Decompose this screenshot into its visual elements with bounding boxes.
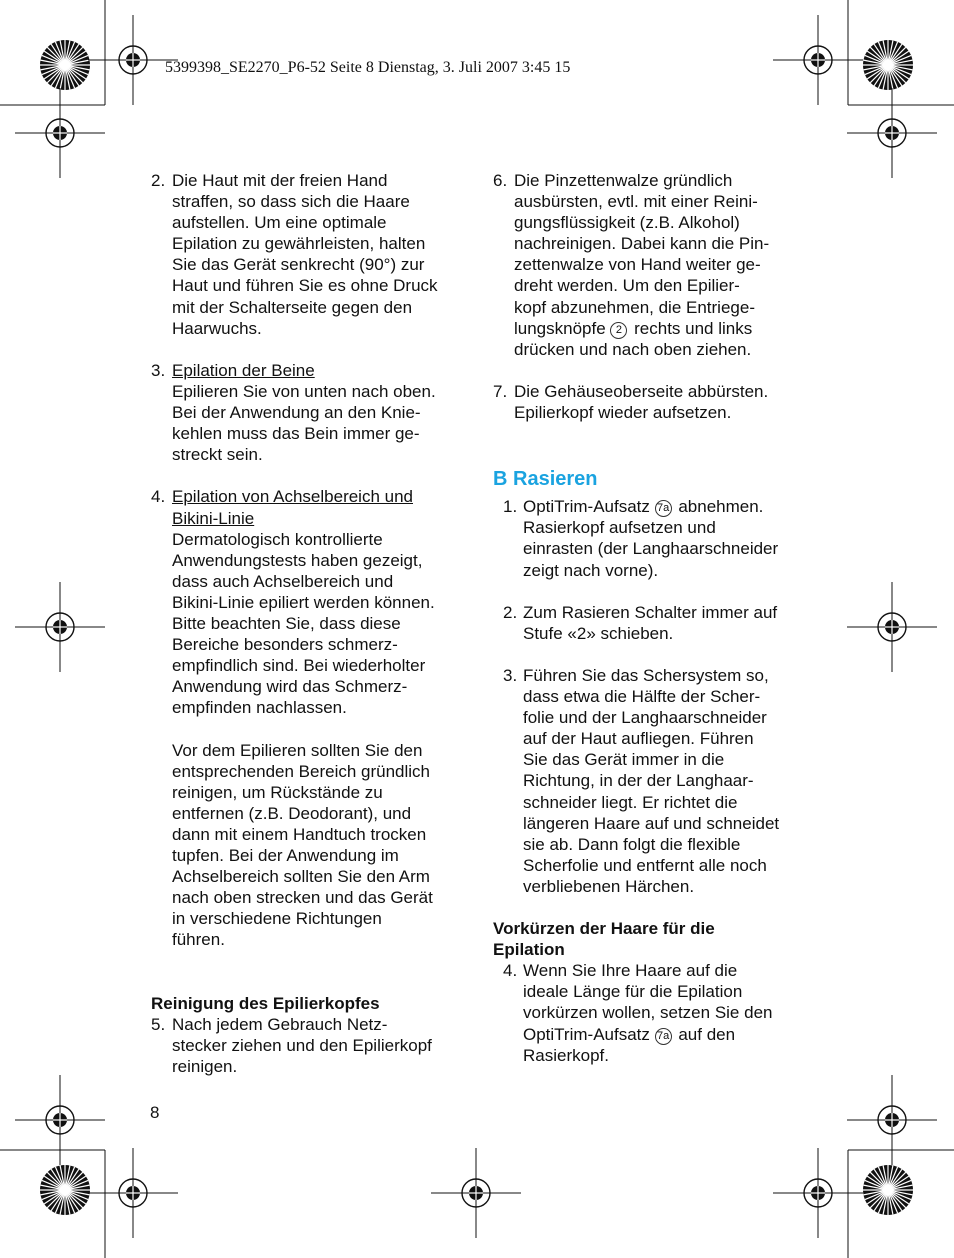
text-line: Epilation zu gewährleisten, halten — [172, 234, 426, 254]
text-line: dann mit einem Handtuch trocken — [172, 824, 427, 844]
text-line: empfindlich sind. Bei wiederholter — [172, 656, 426, 676]
text-line: reinigen. — [172, 1056, 238, 1076]
text-line: folie und der Langhaarschneider — [523, 708, 767, 728]
text-line: Führen Sie das Schersystem so, — [523, 665, 769, 685]
text-line: Stufe «2» schieben. — [523, 623, 674, 643]
text-line: stecker ziehen und den Epilierkopf — [172, 1035, 432, 1055]
item-number: 5. — [151, 1014, 166, 1034]
text-line: Richtung, in der der Langhaar- — [523, 771, 754, 791]
text-line: dass auch Achselbereich und — [172, 571, 394, 591]
list-item-2 — [151, 170, 463, 339]
list-item-3 — [151, 360, 463, 465]
section-b-heading: B Rasieren — [493, 468, 598, 491]
text-line: mit der Schalterseite gegen den — [172, 297, 413, 317]
text-line: Epilation von Achselbereich und — [172, 487, 413, 507]
print-header: 5399398_SE2270_P6-52 Seite 8 Dienstag, 3. Juli 2007 3:45 15 — [165, 59, 571, 76]
text-line: ausbürsten, evtl. mit einer Reini- — [514, 192, 758, 212]
text-line: kehlen muss das Bein immer ge- — [172, 424, 420, 444]
text-line: gungsflüssigkeit (z.B. Alkohol) — [514, 213, 740, 233]
text-line: nachreinigen. Dabei kann die Pin- — [514, 234, 770, 254]
item-text — [514, 170, 805, 318]
text-line: Bitte beachten Sie, dass diese — [172, 613, 401, 633]
item-title — [172, 486, 463, 528]
list-item-4 — [151, 486, 463, 950]
text-line: Anwendungstests haben gezeigt, — [172, 550, 423, 570]
text-line: Rasierkopf aufsetzen und — [523, 518, 716, 538]
text-line: straffen, so dass sich die Haare — [172, 192, 410, 212]
text-line: Bikini-Linie epiliert werden können. — [172, 592, 435, 612]
list-item-b4 — [493, 960, 805, 1065]
text-line: Haarwuchs. — [172, 318, 262, 338]
text-line: Rasierkopf. — [523, 1045, 609, 1065]
text-line: Vor dem Epilieren sollten Sie den — [172, 740, 423, 760]
item-number: 6. — [493, 171, 508, 190]
item-text — [514, 381, 805, 423]
text-line: ideale Länge für die Epilation — [523, 982, 743, 1002]
text-line: Epilierkopf wieder aufsetzen. — [514, 403, 732, 423]
text-line: entsprechenden Bereich gründlich — [172, 761, 431, 781]
text-line: Epilation — [493, 940, 565, 960]
text-line: zettenwalze von Hand weiter ge- — [514, 255, 761, 275]
text-line: vorkürzen wollen, setzen Sie den — [523, 1003, 773, 1023]
text-line: Scherfolie und entfernt alle noch — [523, 855, 767, 875]
text-line: Nach jedem Gebrauch Netz- — [172, 1014, 388, 1034]
text-line: Bei der Anwendung an den Knie- — [172, 403, 421, 423]
item-number: 3. — [151, 360, 166, 380]
text-line: nach oben strecken und das Gerät — [172, 888, 433, 908]
text-line: Vorkürzen der Haare für die — [493, 919, 715, 939]
text-line: Bereiche besonders schmerz- — [172, 635, 398, 655]
reference-number-badge: 2 — [610, 322, 627, 339]
text-line: entfernen (z.B. Deodorant), und — [172, 803, 412, 823]
page-number: 8 — [150, 1103, 160, 1122]
text-line: Bikini-Linie — [172, 508, 255, 528]
text-line: Sie das Gerät senkrecht (90°) zur — [172, 255, 425, 275]
text-line: reinigen, um Rückstände zu — [172, 782, 383, 802]
text-line: Anwendung wird das Schmerz- — [172, 677, 408, 697]
list-item-5 — [151, 1014, 463, 1077]
text-line: Achselbereich sollten Sie den Arm — [172, 867, 430, 887]
item-text-continued — [172, 740, 463, 951]
item-text-line-with-ref: OptiTrim-Aufsatz 7a abnehmen. — [523, 497, 764, 517]
text-line: Zum Rasieren Schalter immer auf — [523, 602, 778, 622]
item-text — [523, 960, 805, 1023]
text-line: zeigt nach vorne). — [523, 560, 659, 580]
text-line: führen. — [172, 930, 225, 950]
item-title: Epilation der Beine — [172, 360, 315, 380]
item-number: 1. — [503, 497, 518, 517]
reference-number-badge: 7a — [655, 500, 672, 517]
item-text — [523, 665, 805, 897]
item-number: 2. — [151, 171, 166, 190]
text-line: Die Haut mit der freien Hand — [172, 171, 388, 190]
item-number: 4. — [503, 961, 518, 981]
list-item-6 — [493, 170, 805, 360]
item-text — [172, 381, 463, 465]
text-line: dreht werden. Um den Epilier- — [514, 276, 740, 296]
item-number: 4. — [151, 487, 166, 507]
text-line: tupfen. Bei der Anwendung im — [172, 846, 399, 865]
text-line: längeren Haare auf und schneidet — [523, 813, 780, 833]
text-line: streckt sein. — [172, 445, 263, 465]
trim-heading — [493, 918, 805, 960]
item-number: 7. — [493, 381, 508, 401]
text-line: Dermatologisch kontrollierte — [172, 529, 383, 549]
reference-number-badge: 7a — [655, 1028, 672, 1045]
item-text-end — [523, 1045, 805, 1066]
cleaning-heading: Reinigung des Epilierkopfes — [151, 993, 380, 1013]
text-line: in verschiedene Richtungen — [172, 909, 382, 929]
item-text — [172, 170, 463, 339]
item-text-line-with-ref: lungsknöpfe 2 rechts und links — [514, 318, 753, 338]
item-number: 3. — [503, 665, 518, 685]
list-item-b3 — [493, 665, 805, 897]
right-column — [493, 170, 805, 1066]
item-text-end — [514, 339, 805, 360]
text-line: Sie das Gerät immer in die — [523, 750, 725, 770]
text-line: aufstellen. Um eine optimale — [172, 213, 387, 233]
item-text-line-with-ref: OptiTrim-Aufsatz 7a auf den — [523, 1024, 736, 1044]
left-column — [151, 170, 463, 1077]
text-line: sie ab. Dann folgt die flexible — [523, 834, 741, 854]
item-number: 2. — [503, 602, 518, 622]
text-line: Haut und führen Sie es ohne Druck — [172, 276, 438, 296]
list-item-7 — [493, 381, 805, 423]
text-line: schneider liegt. Er richtet die — [523, 792, 738, 812]
text-line: Die Gehäuseoberseite abbürsten. — [514, 381, 769, 401]
text-line: auf der Haut aufliegen. Führen — [523, 729, 754, 749]
text-line: drücken und nach oben ziehen. — [514, 339, 752, 359]
text-line: verbliebenen Härchen. — [523, 876, 695, 896]
item-text — [523, 517, 805, 580]
text-line: Epilieren Sie von unten nach oben. — [172, 381, 436, 401]
list-item-b2 — [493, 602, 805, 644]
text-line: Wenn Sie Ihre Haare auf die — [523, 961, 738, 981]
list-item-b1 — [493, 496, 805, 580]
item-text — [523, 602, 805, 644]
item-text — [172, 529, 463, 719]
text-line: kopf abzunehmen, die Entriege- — [514, 297, 755, 317]
text-line: empfinden nachlassen. — [172, 698, 347, 718]
item-text — [172, 1014, 463, 1077]
text-line: einrasten (der Langhaarschneider — [523, 539, 779, 559]
text-line: dass etwa die Hälfte der Scher- — [523, 687, 761, 707]
text-line: Die Pinzettenwalze gründlich — [514, 171, 733, 190]
